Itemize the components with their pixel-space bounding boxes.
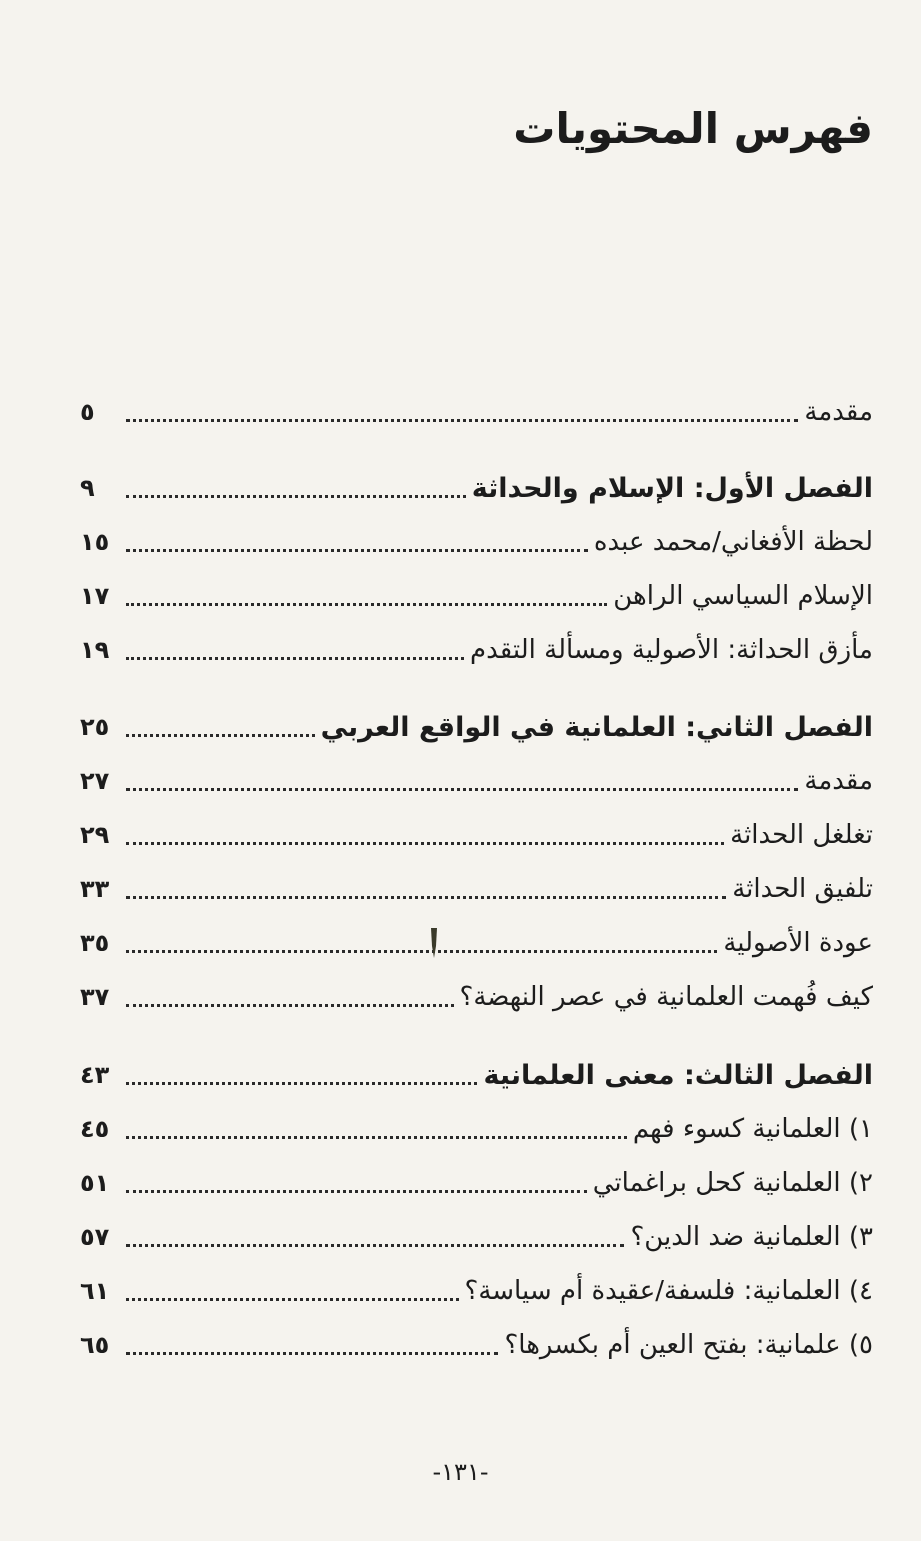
toc-leader-dots xyxy=(126,1136,627,1139)
toc-leader-dots xyxy=(126,950,717,953)
toc-page-number: ٦١ xyxy=(80,1277,110,1305)
toc-entry xyxy=(80,918,873,968)
toc-leader-dots xyxy=(126,1244,624,1247)
toc-entry-title: الفصل الثالث: معنى العلمانية xyxy=(483,1059,873,1091)
toc-entry xyxy=(80,625,873,675)
toc-leader-dots xyxy=(126,549,588,552)
toc-entry-title: ٤) العلمانية: فلسفة/عقيدة أم سياسة؟ xyxy=(464,1276,873,1306)
toc-page-number: ٤٣ xyxy=(80,1061,110,1089)
toc-page-number: ١٧ xyxy=(80,582,110,610)
toc-entry-title: ٥) علمانية: بفتح العين أم بكسرها؟ xyxy=(504,1330,873,1360)
toc-page-number: ٢٩ xyxy=(80,821,110,849)
toc-page-number: ١٥ xyxy=(80,528,110,556)
toc-entry-title: ١) العلمانية كسوء فهم xyxy=(632,1114,873,1144)
toc-entry-title: مقدمة xyxy=(804,766,873,796)
toc-entry-title: ٢) العلمانية كحل براغماتي xyxy=(592,1168,873,1198)
toc-page-number: ٢٥ xyxy=(80,713,110,741)
toc-page-number: ٣٧ xyxy=(80,983,110,1011)
toc-leader-dots xyxy=(126,1082,477,1085)
toc-leader-dots xyxy=(126,495,466,498)
toc-entry xyxy=(80,756,873,806)
toc-entry xyxy=(80,972,873,1022)
toc-entry xyxy=(80,864,873,914)
toc-entry-title: مأزق الحداثة: الأصولية ومسألة التقدم xyxy=(470,635,873,665)
toc-page-number: ٥١ xyxy=(80,1169,110,1197)
toc-entry xyxy=(80,1212,873,1262)
toc-chapter-entry xyxy=(80,463,873,513)
toc-entry-title: الفصل الثاني: العلمانية في الواقع العربي xyxy=(320,711,873,743)
toc-entry-title: الإسلام السياسي الراهن xyxy=(613,581,873,611)
toc-leader-dots xyxy=(126,1298,459,1301)
toc-entry xyxy=(80,1320,873,1370)
toc-page-number: ٤٥ xyxy=(80,1115,110,1143)
toc-entry-title: الفصل الأول: الإسلام والحداثة xyxy=(471,472,873,504)
toc-entry-title: عودة الأصولية xyxy=(723,928,873,958)
toc-leader-dots xyxy=(126,734,315,737)
toc-entry xyxy=(80,517,873,567)
toc-leader-dots xyxy=(126,1190,587,1193)
page-title: فهرس المحتويات xyxy=(513,104,873,153)
toc-entry xyxy=(80,1104,873,1154)
toc-entry xyxy=(80,1158,873,1208)
toc-leader-dots xyxy=(126,1004,454,1007)
toc-page-number: ٣٥ xyxy=(80,929,110,957)
toc-page-number: ٦٥ xyxy=(80,1331,110,1359)
page-number: -١٣١- xyxy=(432,1458,489,1486)
toc-chapter-entry xyxy=(80,702,873,752)
toc-entry xyxy=(80,387,873,437)
toc-entry-title: مقدمة xyxy=(804,397,873,427)
toc-leader-dots xyxy=(126,1352,498,1355)
toc-chapter-entry xyxy=(80,1050,873,1100)
toc-entry xyxy=(80,1266,873,1316)
toc-leader-dots xyxy=(126,603,607,606)
toc-leader-dots xyxy=(126,419,798,422)
toc-entry-title: تلفيق الحداثة xyxy=(732,874,873,904)
toc-entry-title: لحظة الأفغاني/محمد عبده xyxy=(593,527,873,557)
toc-leader-dots xyxy=(126,788,798,791)
toc-entry-title: كيف فُهمت العلمانية في عصر النهضة؟ xyxy=(459,982,873,1012)
toc-page-number: ٢٧ xyxy=(80,767,110,795)
toc-entry xyxy=(80,810,873,860)
toc-page-number: ٥ xyxy=(80,398,95,426)
toc-page-number: ٥٧ xyxy=(80,1223,110,1251)
toc-entry-title: تغلغل الحداثة xyxy=(730,820,873,850)
toc-page-number: ٩ xyxy=(80,474,95,502)
toc-page-number: ٣٣ xyxy=(80,875,110,903)
toc-entry-title: ٣) العلمانية ضد الدين؟ xyxy=(630,1222,873,1252)
toc-leader-dots xyxy=(126,842,724,845)
toc-leader-dots xyxy=(126,657,464,660)
toc-leader-dots xyxy=(126,896,726,899)
ink-mark xyxy=(428,926,440,960)
toc-entry xyxy=(80,571,873,621)
toc-page-number: ١٩ xyxy=(80,636,110,664)
